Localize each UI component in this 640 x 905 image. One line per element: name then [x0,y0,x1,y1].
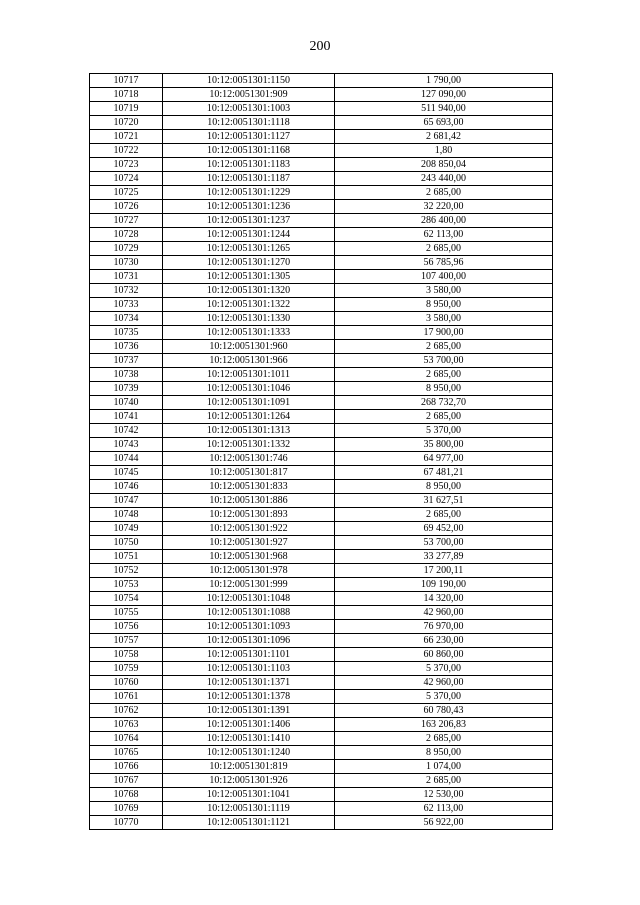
row-number-cell: 10757 [90,634,163,648]
value-cell: 2 685,00 [335,774,553,788]
value-cell: 60 860,00 [335,648,553,662]
table-row [90,270,553,284]
value-cell: 5 370,00 [335,690,553,704]
cadastral-number-cell: 10:12:0051301:819 [163,760,335,774]
cadastral-number-cell: 10:12:0051301:886 [163,494,335,508]
cadastral-number-cell: 10:12:0051301:927 [163,536,335,550]
table-row [90,494,553,508]
table-row [90,116,553,130]
value-cell: 65 693,00 [335,116,553,130]
table-row [90,214,553,228]
row-number-cell: 10719 [90,102,163,116]
row-number-cell: 10720 [90,116,163,130]
value-cell: 62 113,00 [335,802,553,816]
cadastral-number-cell: 10:12:0051301:1305 [163,270,335,284]
row-number-cell: 10731 [90,270,163,284]
row-number-cell: 10734 [90,312,163,326]
value-cell: 3 580,00 [335,284,553,298]
row-number-cell: 10760 [90,676,163,690]
row-number-cell: 10745 [90,466,163,480]
cadastral-number-cell: 10:12:0051301:1150 [163,74,335,88]
cadastral-number-cell: 10:12:0051301:968 [163,550,335,564]
table-row [90,802,553,816]
row-number-cell: 10726 [90,200,163,214]
row-number-cell: 10725 [90,186,163,200]
cadastral-number-cell: 10:12:0051301:1103 [163,662,335,676]
cadastral-number-cell: 10:12:0051301:817 [163,466,335,480]
row-number-cell: 10751 [90,550,163,564]
row-number-cell: 10755 [90,606,163,620]
cadastral-number-cell: 10:12:0051301:978 [163,564,335,578]
table-row [90,326,553,340]
value-cell: 56 785,96 [335,256,553,270]
table-row [90,634,553,648]
row-number-cell: 10770 [90,816,163,830]
table-row [90,298,553,312]
value-cell: 109 190,00 [335,578,553,592]
table-row [90,620,553,634]
row-number-cell: 10752 [90,564,163,578]
table-row [90,718,553,732]
table-row [90,732,553,746]
row-number-cell: 10723 [90,158,163,172]
row-number-cell: 10742 [90,424,163,438]
cadastral-number-cell: 10:12:0051301:966 [163,354,335,368]
row-number-cell: 10740 [90,396,163,410]
value-cell: 2 681,42 [335,130,553,144]
table-row [90,382,553,396]
row-number-cell: 10728 [90,228,163,242]
table-row [90,690,553,704]
value-cell: 2 685,00 [335,368,553,382]
row-number-cell: 10735 [90,326,163,340]
cadastral-number-cell: 10:12:0051301:746 [163,452,335,466]
cadastral-number-cell: 10:12:0051301:1236 [163,200,335,214]
row-number-cell: 10737 [90,354,163,368]
value-cell: 2 685,00 [335,186,553,200]
table-row [90,284,553,298]
row-number-cell: 10766 [90,760,163,774]
value-cell: 1 074,00 [335,760,553,774]
value-cell: 5 370,00 [335,662,553,676]
row-number-cell: 10729 [90,242,163,256]
row-number-cell: 10767 [90,774,163,788]
table-row [90,704,553,718]
cadastral-value-table [89,73,553,830]
row-number-cell: 10768 [90,788,163,802]
row-number-cell: 10754 [90,592,163,606]
row-number-cell: 10746 [90,480,163,494]
row-number-cell: 10747 [90,494,163,508]
row-number-cell: 10732 [90,284,163,298]
row-number-cell: 10739 [90,382,163,396]
row-number-cell: 10763 [90,718,163,732]
table-row [90,102,553,116]
table-row [90,522,553,536]
cadastral-number-cell: 10:12:0051301:1330 [163,312,335,326]
value-cell: 53 700,00 [335,536,553,550]
table-row [90,606,553,620]
table-row [90,550,553,564]
cadastral-number-cell: 10:12:0051301:1088 [163,606,335,620]
cadastral-number-cell: 10:12:0051301:833 [163,480,335,494]
cadastral-number-cell: 10:12:0051301:1244 [163,228,335,242]
page-number: 200 [309,39,331,54]
value-cell: 2 685,00 [335,508,553,522]
table-row [90,74,553,88]
table-row [90,228,553,242]
row-number-cell: 10727 [90,214,163,228]
table-body [90,74,553,830]
value-cell: 5 370,00 [335,424,553,438]
row-number-cell: 10718 [90,88,163,102]
row-number-cell: 10738 [90,368,163,382]
cadastral-number-cell: 10:12:0051301:1091 [163,396,335,410]
table-row [90,424,553,438]
table-row [90,578,553,592]
table-row [90,256,553,270]
value-cell: 1 790,00 [335,74,553,88]
table-row [90,130,553,144]
row-number-cell: 10717 [90,74,163,88]
table-row [90,788,553,802]
cadastral-number-cell: 10:12:0051301:1333 [163,326,335,340]
table-row [90,480,553,494]
value-cell: 3 580,00 [335,312,553,326]
row-number-cell: 10769 [90,802,163,816]
row-number-cell: 10753 [90,578,163,592]
row-number-cell: 10733 [90,298,163,312]
value-cell: 53 700,00 [335,354,553,368]
cadastral-number-cell: 10:12:0051301:960 [163,340,335,354]
table-row [90,564,553,578]
row-number-cell: 10762 [90,704,163,718]
value-cell: 2 685,00 [335,410,553,424]
row-number-cell: 10750 [90,536,163,550]
table-row [90,508,553,522]
value-cell: 2 685,00 [335,242,553,256]
value-cell: 2 685,00 [335,732,553,746]
cadastral-number-cell: 10:12:0051301:1313 [163,424,335,438]
cadastral-number-cell: 10:12:0051301:1121 [163,816,335,830]
row-number-cell: 10758 [90,648,163,662]
row-number-cell: 10722 [90,144,163,158]
value-cell: 8 950,00 [335,298,553,312]
row-number-cell: 10736 [90,340,163,354]
value-cell: 56 922,00 [335,816,553,830]
value-cell: 35 800,00 [335,438,553,452]
row-number-cell: 10744 [90,452,163,466]
value-cell: 511 940,00 [335,102,553,116]
cadastral-number-cell: 10:12:0051301:893 [163,508,335,522]
cadastral-number-cell: 10:12:0051301:1265 [163,242,335,256]
row-number-cell: 10741 [90,410,163,424]
table-row [90,242,553,256]
value-cell: 127 090,00 [335,88,553,102]
row-number-cell: 10764 [90,732,163,746]
table-row [90,410,553,424]
value-cell: 60 780,43 [335,704,553,718]
cadastral-number-cell: 10:12:0051301:1237 [163,214,335,228]
value-cell: 64 977,00 [335,452,553,466]
row-number-cell: 10748 [90,508,163,522]
table-row [90,368,553,382]
row-number-cell: 10756 [90,620,163,634]
value-cell: 42 960,00 [335,606,553,620]
table-row [90,592,553,606]
value-cell: 268 732,70 [335,396,553,410]
value-cell: 2 685,00 [335,340,553,354]
table-row [90,340,553,354]
value-cell: 66 230,00 [335,634,553,648]
cadastral-number-cell: 10:12:0051301:1041 [163,788,335,802]
value-cell: 208 850,04 [335,158,553,172]
table-row [90,88,553,102]
value-cell: 32 220,00 [335,200,553,214]
value-cell: 17 900,00 [335,326,553,340]
table-row [90,760,553,774]
cadastral-number-cell: 10:12:0051301:1229 [163,186,335,200]
table-row [90,466,553,480]
cadastral-number-cell: 10:12:0051301:1240 [163,746,335,760]
table-row [90,536,553,550]
table-row [90,676,553,690]
value-cell: 33 277,89 [335,550,553,564]
cadastral-number-cell: 10:12:0051301:1118 [163,116,335,130]
value-cell: 163 206,83 [335,718,553,732]
row-number-cell: 10724 [90,172,163,186]
cadastral-number-cell: 10:12:0051301:1168 [163,144,335,158]
row-number-cell: 10721 [90,130,163,144]
table-row [90,774,553,788]
table-row [90,816,553,830]
cadastral-number-cell: 10:12:0051301:1406 [163,718,335,732]
cadastral-number-cell: 10:12:0051301:1011 [163,368,335,382]
cadastral-number-cell: 10:12:0051301:1410 [163,732,335,746]
cadastral-number-cell: 10:12:0051301:1270 [163,256,335,270]
table-row [90,648,553,662]
cadastral-number-cell: 10:12:0051301:1320 [163,284,335,298]
value-cell: 62 113,00 [335,228,553,242]
row-number-cell: 10743 [90,438,163,452]
value-cell: 14 320,00 [335,592,553,606]
cadastral-number-cell: 10:12:0051301:1003 [163,102,335,116]
table-row [90,746,553,760]
row-number-cell: 10730 [90,256,163,270]
cadastral-number-cell: 10:12:0051301:1093 [163,620,335,634]
cadastral-number-cell: 10:12:0051301:1187 [163,172,335,186]
cadastral-number-cell: 10:12:0051301:1183 [163,158,335,172]
table-row [90,312,553,326]
value-cell: 67 481,21 [335,466,553,480]
value-cell: 8 950,00 [335,746,553,760]
cadastral-number-cell: 10:12:0051301:1332 [163,438,335,452]
cadastral-number-cell: 10:12:0051301:1096 [163,634,335,648]
value-cell: 1,80 [335,144,553,158]
cadastral-number-cell: 10:12:0051301:1322 [163,298,335,312]
value-cell: 69 452,00 [335,522,553,536]
table-row [90,144,553,158]
value-cell: 31 627,51 [335,494,553,508]
table-row [90,158,553,172]
row-number-cell: 10759 [90,662,163,676]
cadastral-number-cell: 10:12:0051301:1101 [163,648,335,662]
table-row [90,172,553,186]
cadastral-number-cell: 10:12:0051301:909 [163,88,335,102]
cadastral-number-cell: 10:12:0051301:1127 [163,130,335,144]
row-number-cell: 10761 [90,690,163,704]
table-row [90,200,553,214]
value-cell: 76 970,00 [335,620,553,634]
value-cell: 42 960,00 [335,676,553,690]
row-number-cell: 10765 [90,746,163,760]
cadastral-number-cell: 10:12:0051301:926 [163,774,335,788]
value-cell: 12 530,00 [335,788,553,802]
table-row [90,396,553,410]
table-row [90,452,553,466]
value-cell: 107 400,00 [335,270,553,284]
cadastral-number-cell: 10:12:0051301:1119 [163,802,335,816]
value-cell: 286 400,00 [335,214,553,228]
table-row [90,438,553,452]
value-cell: 17 200,11 [335,564,553,578]
row-number-cell: 10749 [90,522,163,536]
cadastral-number-cell: 10:12:0051301:1371 [163,676,335,690]
cadastral-number-cell: 10:12:0051301:1264 [163,410,335,424]
cadastral-number-cell: 10:12:0051301:1048 [163,592,335,606]
table-row [90,186,553,200]
value-cell: 243 440,00 [335,172,553,186]
value-cell: 8 950,00 [335,480,553,494]
cadastral-number-cell: 10:12:0051301:999 [163,578,335,592]
table-row [90,662,553,676]
cadastral-number-cell: 10:12:0051301:1378 [163,690,335,704]
value-cell: 8 950,00 [335,382,553,396]
cadastral-number-cell: 10:12:0051301:1391 [163,704,335,718]
cadastral-number-cell: 10:12:0051301:922 [163,522,335,536]
table-row [90,354,553,368]
cadastral-number-cell: 10:12:0051301:1046 [163,382,335,396]
